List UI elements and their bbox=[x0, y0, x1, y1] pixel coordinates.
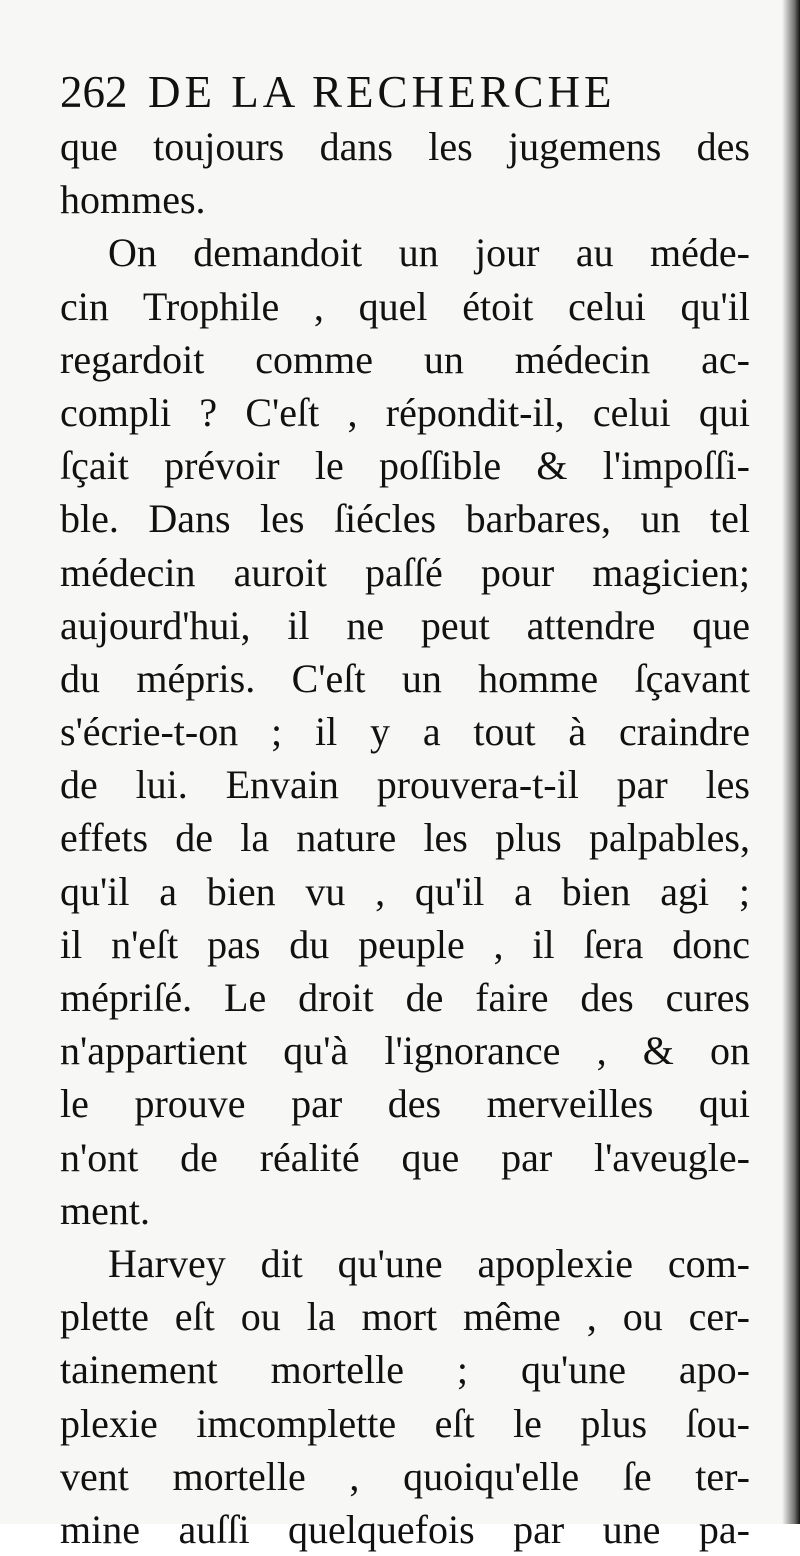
text-line: cin Trophile , quel étoit celui qu'il bbox=[60, 283, 750, 329]
text-line: aujourd'hui, il ne peut attendre que bbox=[60, 602, 750, 648]
text-line: tainement mortelle ; qu'une apo- bbox=[60, 1347, 750, 1393]
paragraph-3 bbox=[60, 1237, 750, 1556]
text-line: que toujours dans les jugemens des bbox=[60, 124, 750, 169]
text-line: effets de la nature les plus palpables, bbox=[60, 815, 750, 861]
text-line: du mépris. C'eſt un homme ſçavant bbox=[60, 655, 750, 701]
text-line: n'ont de réalité que par l'aveugle- bbox=[60, 1134, 750, 1180]
text-line: regardoit comme un médecin ac- bbox=[60, 336, 750, 382]
page-edge-shadow bbox=[782, 0, 800, 1524]
text-line: vent mortelle , quoiqu'elle ſe ter- bbox=[60, 1453, 750, 1499]
paragraph-2 bbox=[60, 226, 750, 1237]
text-line: compli ? C'eſt , répondit-il, celui qui bbox=[60, 389, 750, 435]
text-line: On demandoit un jour au méde- bbox=[108, 230, 750, 276]
text-line: s'écrie-t-on ; il y a tout à craindre bbox=[60, 709, 750, 755]
text-line: ſçait prévoir le poſſible & l'impoſſi- bbox=[60, 443, 750, 489]
text-line: mépriſé. Le droit de faire des cures bbox=[60, 975, 750, 1020]
text-line: ble. Dans les ſiécles barbares, un tel bbox=[60, 496, 750, 542]
running-header bbox=[60, 62, 750, 122]
text-line: plette eſt ou la mort même , ou cer- bbox=[60, 1294, 750, 1340]
text-line: mine auſſi quelquefois par une pa- bbox=[60, 1506, 750, 1552]
running-title: DE LA RECHERCHE bbox=[148, 67, 616, 117]
text-line: le prouve par des merveilles qui bbox=[60, 1081, 750, 1127]
text-line: ment. bbox=[60, 1187, 150, 1233]
paragraph-1 bbox=[60, 120, 750, 226]
text-line: n'appartient qu'à l'ignorance , & on bbox=[60, 1028, 750, 1074]
body-text bbox=[60, 120, 750, 1556]
text-line: il n'eſt pas du peuple , il ſera donc bbox=[60, 921, 750, 967]
text-line: de lui. Envain prouvera-t-il par les bbox=[60, 762, 750, 808]
text-line: qu'il a bien vu , qu'il a bien agi ; bbox=[60, 868, 750, 914]
page-number: 262 bbox=[60, 67, 128, 117]
text-line: hommes. bbox=[60, 177, 206, 223]
text-line: plexie imcomplette eſt le plus ſou- bbox=[60, 1400, 750, 1446]
text-line: Harvey dit qu'une apoplexie com- bbox=[108, 1240, 750, 1286]
text-line: médecin auroit paſſé pour magicien; bbox=[60, 549, 750, 595]
